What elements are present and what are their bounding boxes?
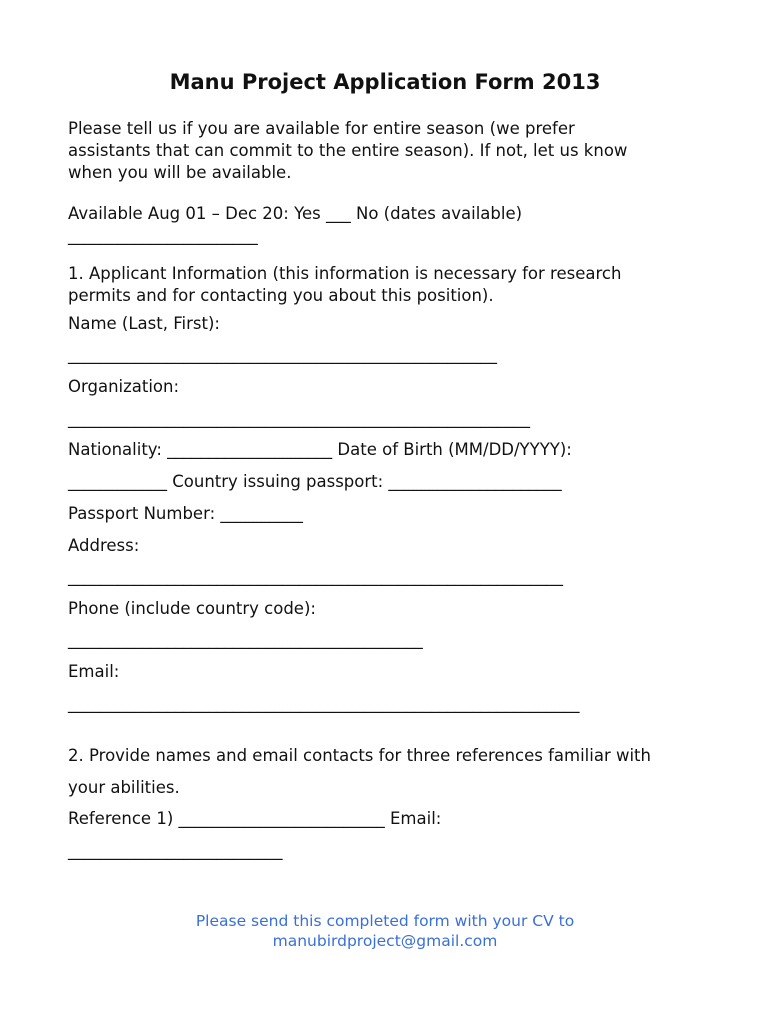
intro-line: assistants that can commit to the entire season). If not, let us know — [68, 141, 628, 160]
intro-line: Please tell us if you are available for entire season (we prefer — [68, 119, 575, 138]
organization-field[interactable]: ________________________________________________________ — [68, 409, 530, 428]
organization-label: Organization: — [68, 377, 180, 396]
section2-heading: your abilities. — [68, 778, 180, 797]
page-title: Manu Project Application Form 2013 — [169, 70, 601, 94]
footer-instruction: Please send this completed form with your CV to — [195, 912, 575, 930]
email-label: Email: — [68, 662, 120, 681]
reference1-line[interactable]: Reference 1) _________________________ Email: — [68, 809, 442, 828]
name-label: Name (Last, First): — [68, 314, 220, 333]
address-label: Address: — [68, 536, 140, 555]
nationality-dob-line[interactable]: Nationality: ____________________ Date of Birth (MM/DD/YYYY): — [68, 440, 572, 459]
name-field[interactable]: ____________________________________________________ — [68, 345, 497, 364]
footer-email-link[interactable]: manubirdproject@gmail.com — [272, 932, 498, 950]
passport-country-line[interactable]: ____________ Country issuing passport: _____________________ — [68, 472, 562, 491]
address-field[interactable]: ____________________________________________________________ — [68, 567, 563, 586]
phone-label: Phone (include country code): — [68, 599, 316, 618]
section1-heading: permits and for contacting you about this position). — [68, 286, 494, 305]
availability-line: Available Aug 01 – Dec 20: Yes ___ No (dates available) — [68, 204, 523, 223]
phone-field[interactable]: ___________________________________________ — [68, 630, 423, 649]
passport-number-line[interactable]: Passport Number: __________ — [68, 504, 303, 523]
reference1-email-field[interactable]: __________________________ — [68, 841, 283, 860]
email-field[interactable]: ______________________________________________________________ — [68, 694, 580, 713]
section2-heading: 2. Provide names and email contacts for three references familiar with — [68, 746, 651, 765]
availability-dates-blank[interactable]: _______________________ — [68, 226, 258, 245]
section1-heading: 1. Applicant Information (this information is necessary for research — [68, 264, 622, 283]
intro-line: when you will be available. — [68, 163, 292, 182]
